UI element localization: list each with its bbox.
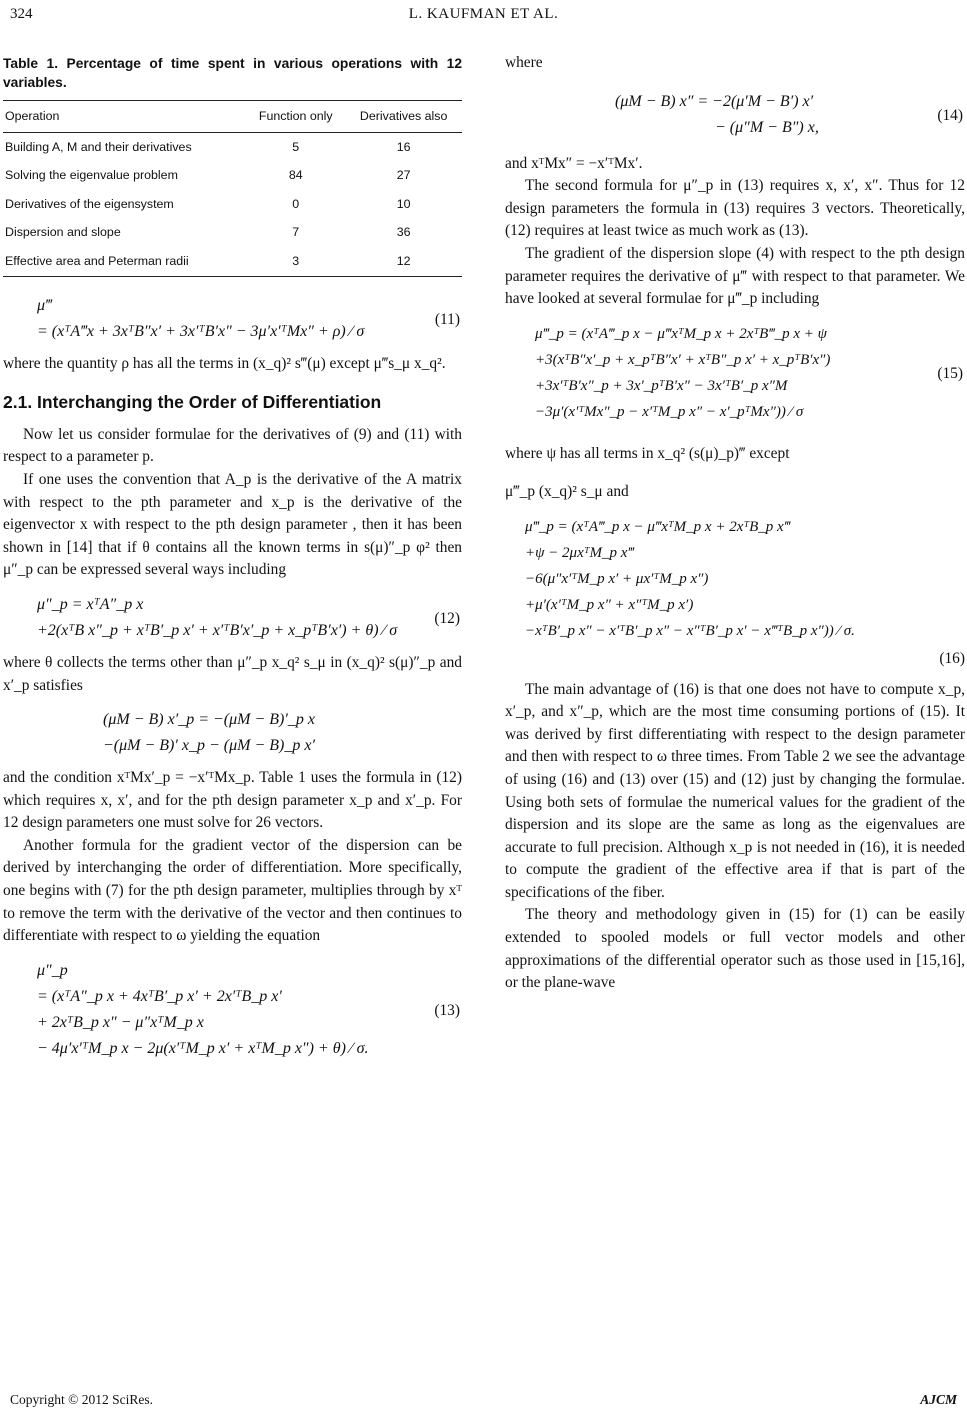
table1 — [3, 100, 462, 277]
table-cell: 0 — [292, 196, 300, 211]
table-cell: 27 — [396, 168, 411, 183]
table-row — [3, 132, 462, 161]
eq12-number: (12) — [434, 609, 460, 627]
eq12-line2: +2(xᵀB x″_p + xᵀB′_p x′ + x′ᵀB′x′_p + x_pᵀB′x′) + θ) ⁄ σ — [37, 621, 398, 639]
eq15-line4: −3μ′(x′ᵀMx″_p − x′ᵀM_p x″ − x′_pᵀMx″)) ⁄ σ — [535, 403, 804, 420]
table-cell: 36 — [396, 225, 411, 240]
eq14-line1: (μM − B) x″ = −2(μ′M − B′) x′ — [615, 92, 814, 110]
eq-sat-line1: (μM − B) x′_p = −(μM − B)′_p x — [103, 711, 315, 729]
journal-name: AJCM — [920, 1392, 957, 1407]
eq16-line4: +μ′(x′ᵀM_p x″ + x″ᵀM_p x′) — [525, 596, 694, 613]
eq16-line3: −6(μ″x′ᵀM_p x′ + μx′ᵀM_p x″) — [525, 570, 709, 587]
eq14-number: (14) — [937, 106, 963, 124]
paragraph-second-formula: The second formula for μ″_p in (13) requires x, x′, x″. Thus for 12 design parameters the formula in (13) requires 3 vectors. Theoretically, (12) requires at least twice as much work as (13). — [505, 177, 965, 240]
table-cell: 5 — [292, 139, 300, 154]
eq13-line4: − 4μ′x′ᵀM_p x − 2μ(x′ᵀM_p x′ + xᵀM_p x″) + θ) ⁄ σ. — [37, 1039, 369, 1057]
section-title: 2.1. Interchanging the Order of Differentiation — [3, 392, 382, 413]
table-cell: Building A, M and their derivatives — [5, 139, 192, 154]
table-cell: 12 — [345, 247, 462, 276]
table-cell: Solving the eigenvalue problem — [5, 168, 178, 183]
table-cell: Derivatives of the eigensystem — [5, 196, 174, 211]
paragraph-and: and xᵀMx″ = −x′ᵀMx′. — [505, 154, 643, 172]
eq16-line5: −xᵀB′_p x″ − x′ᵀB′_p x″ − x″ᵀB′_p x′ − x‴ᵀB_p x″)) ⁄ σ. — [525, 622, 855, 639]
eq16-line2: +ψ − 2μxᵀM_p x‴ — [525, 544, 634, 561]
table-row — [3, 247, 462, 276]
eq15-line3: +3x′ᵀB′x″_p + 3x′_pᵀB′x″ − 3x′ᵀB′_p x″M — [535, 377, 788, 394]
paragraph-where-rho: where the quantity ρ has all the terms in (x_q)² s‴(μ) except μ‴s_μ x_q². — [3, 354, 446, 372]
table1-col-operation: Operation — [3, 101, 246, 133]
page-header — [0, 0, 967, 30]
equation-satisfies — [3, 707, 462, 759]
eq15-line1: μ‴_p = (xᵀA‴_p x − μ‴xᵀM_p x + 2xᵀB‴_p x + ψ — [535, 325, 827, 342]
paragraph-where-theta: where θ collects the terms other than μ″_p x_q² s_μ in (x_q)² s(μ)″_p and x′_p satisfies — [3, 653, 462, 694]
table-cell: 10 — [396, 196, 411, 211]
eq15-line2: +3(xᵀB″x′_p + x_pᵀB″x′ + xᵀB″_p x′ + x_pᵀB′x″) — [535, 351, 831, 368]
left-column — [3, 52, 462, 1070]
table1-caption: Table 1. Percentage of time spent in various operations with 12 variables. — [3, 56, 462, 90]
table-row — [3, 218, 462, 247]
equation-16 — [505, 514, 965, 644]
paragraph-condition: and the condition xᵀMx′_p = −x′ᵀMx_p. Table 1 uses the formula in (12) which requires x, x′, and for the pth design parameter x_p and x′_p. For 12 design parameters one must solve for 26 vectors. — [3, 769, 462, 832]
table-cell: 16 — [396, 139, 411, 154]
table1-col-function-only: Function only — [246, 101, 345, 133]
paragraph-now: Now let us consider formulae for the derivatives of (9) and (11) with respect to a parameter p. — [3, 425, 462, 466]
table-cell: 3 — [246, 247, 345, 276]
page-footer — [10, 1392, 957, 1414]
eq11-line1: μ‴ — [37, 296, 52, 314]
eq-sat-line2: −(μM − B)′ x_p − (μM − B)_p x′ — [103, 737, 315, 755]
eq13-line1: μ″_p — [37, 961, 68, 979]
table-row — [3, 161, 462, 190]
eq11-number: (11) — [434, 310, 460, 328]
table-cell: 84 — [288, 168, 303, 183]
eq15-number: (15) — [937, 364, 963, 382]
eq13-number: (13) — [434, 1001, 460, 1019]
eq16-line1: μ‴_p = (xᵀA‴_p x − μ‴xᵀM_p x + 2xᵀB_p x‴ — [525, 518, 791, 535]
table1-col-derivatives-also: Derivatives also — [345, 101, 462, 133]
paragraph-convention: If one uses the convention that A_p is the derivative of the A matrix with respect to the pth parameter and x_p is the derivative of the eigenvector x with respect to the pth design parameter , then it has been shown in [14] that if θ contains all the known terms in s(μ)″_p φ² then μ″_p can be expressed several ways including — [3, 470, 462, 579]
eq12-line1: μ″_p = xᵀA″_p x — [37, 595, 144, 613]
paragraph-main-advantage: The main advantage of (16) is that one does not have to compute x_p, x′_p, and x″_p, which are the most time consuming portions of (15). It was derived by first differentiating with respect to the design parameter and then with respect to ω three times. From Table 2 we see the advantage of using (16) and (13) over (15) and (12) just by changing the formulae. Using both sets of formulae the numerical values for the gradient of the dispersion and its slope are the same as long as the eigenvalues are accurate to full precision. Although x_p is not needed in (16), it is needed to compute the gradient of the effective area if that is part of the specifications of the fiber. — [505, 680, 965, 901]
table-cell: Effective area and Peterman radii — [3, 247, 246, 276]
paragraph-where-psi-2: μ‴_p (x_q)² s_μ and — [505, 483, 629, 501]
paragraph-gradient: The gradient of the dispersion slope (4) with respect to the pth design parameter requires the derivative of μ‴ with respect to that parameter. We have looked at several formulae for μ‴_p including — [505, 244, 965, 308]
copyright: Copyright © 2012 SciRes. — [10, 1392, 154, 1407]
equation-13 — [3, 958, 462, 1062]
eq16-number: (16) — [939, 649, 965, 667]
table-cell: Dispersion and slope — [5, 225, 121, 240]
eq14-line2: − (μ″M − B″) x, — [715, 118, 819, 136]
table-row — [3, 190, 462, 219]
equation-15 — [505, 321, 965, 425]
eq13-line2: = (xᵀA″_p x + 4xᵀB′_p x′ + 2x′ᵀB_p x′ — [37, 987, 282, 1005]
paragraph-another: Another formula for the gradient vector of the dispersion can be derived by interchanging the order of differentiation. More specifically, one begins with (7) for the pth design parameter, multiplies through by xᵀ to remove the term with the derivative of the vector and then continues to differentiate with respect to ω yielding the equation — [3, 836, 462, 945]
page-number: 324 — [10, 6, 33, 22]
equation-12 — [3, 592, 462, 644]
table-cell: 7 — [292, 225, 300, 240]
eq11-line2: = (xᵀA‴x + 3xᵀB″x′ + 3x′ᵀB′x″ − 3μ′x′ᵀMx″ + ρ) ⁄ σ — [37, 322, 365, 340]
paragraph-where: where — [505, 54, 543, 71]
right-column — [505, 52, 965, 995]
table1-header-row — [3, 101, 462, 133]
equation-14 — [505, 89, 965, 141]
running-title: L. KAUFMAN ET AL. — [408, 6, 559, 22]
equation-11 — [3, 293, 462, 345]
eq13-line3: + 2xᵀB_p x″ − μ″xᵀM_p x — [37, 1013, 204, 1031]
paragraph-where-psi-1: where ψ has all terms in x_q² (s(μ)_p)‴ except — [505, 444, 790, 462]
paragraph-theory: The theory and methodology given in (15) for (1) can be easily extended to spooled models or full vector models and other approximations of the differential operator such as those used in [15,16], or the plane-wave — [505, 906, 965, 992]
